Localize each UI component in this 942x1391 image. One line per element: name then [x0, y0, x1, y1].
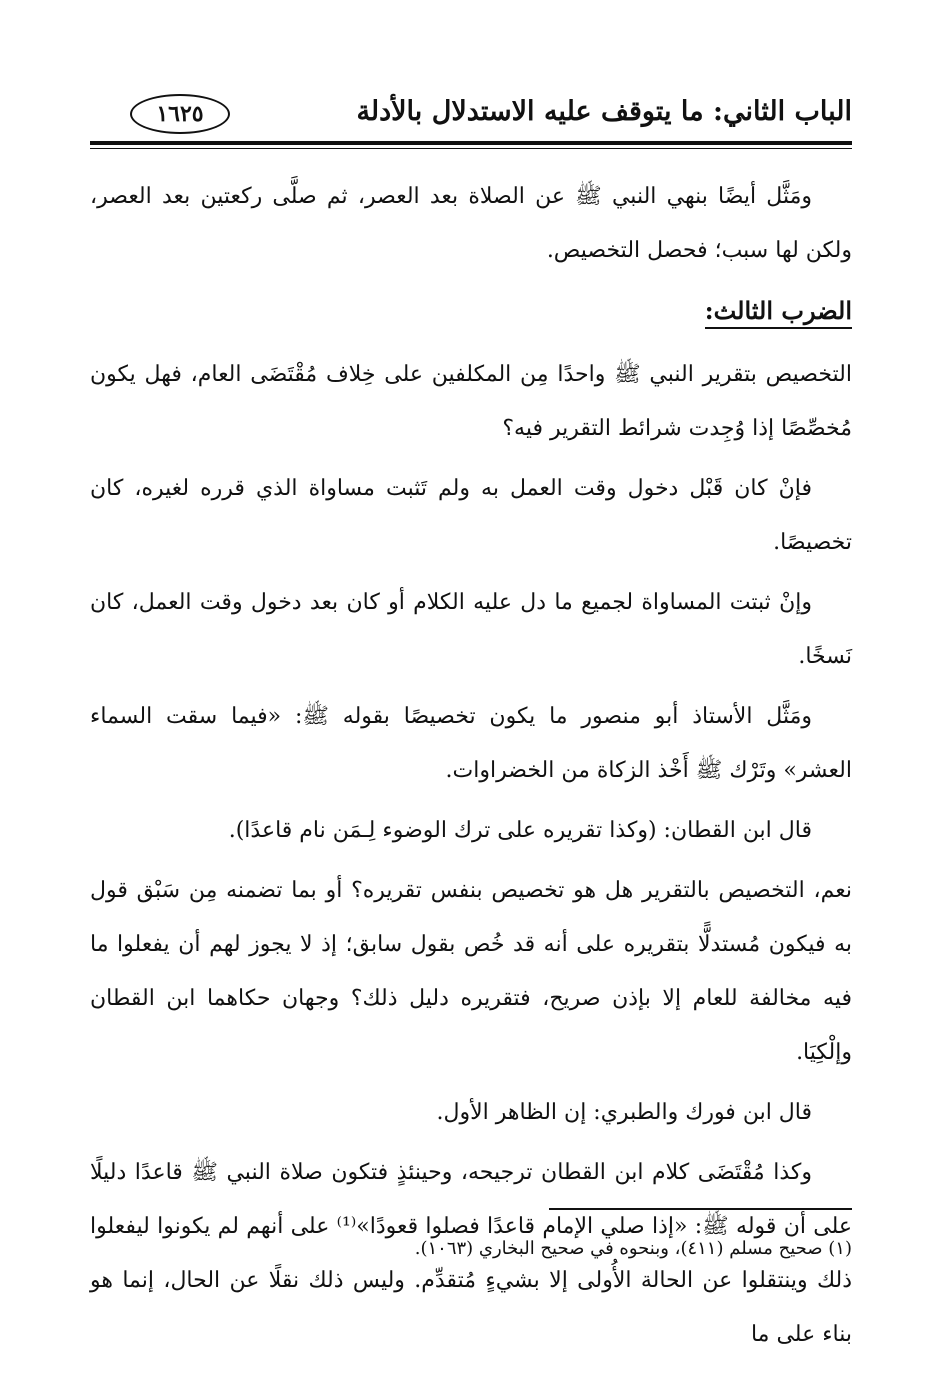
running-title: الباب الثاني: ما يتوقف عليه الاستدلال بالأدلة	[356, 96, 852, 127]
header-rule-thin	[90, 148, 852, 149]
page-number: ١٦٢٥	[130, 94, 230, 134]
main-text	[90, 170, 852, 1368]
footnote-separator	[549, 1208, 852, 1210]
paragraph-8: قال ابن فورك والطبري: إن الظاهر الأول.	[436, 1100, 812, 1125]
paragraph-5: ومَثَّل الأستاذ أبو منصور ما يكون تخصيصًا بقوله ﷺ: «فيما سقت السماء العشر» وتَرْك ﷺ أَخْذ الزكاة من الخضراوات.	[90, 704, 852, 783]
section-heading-text: الضرب الثالث:	[705, 296, 852, 329]
paragraph-4: وإنْ ثبتت المساواة لجميع ما دل عليه الكلام أو كان بعد دخول وقت العمل، كان نَسخًا.	[90, 590, 852, 669]
paragraph-3: فإنْ كان قَبْل دخول وقت العمل به ولم تَثبت مساواة الذي قرره لغيره، كان تخصيصًا.	[90, 476, 852, 555]
header-rule-thick	[90, 141, 852, 145]
paragraph-2: التخصيص بتقرير النبي ﷺ واحدًا مِن المكلفين على خِلاف مُقْتَضَى العام، فهل يكون مُخصِّصًا إذا وُجِدت شرائط التقرير فيه؟	[90, 362, 852, 441]
page-header	[90, 92, 852, 140]
footnote: (١) صحيح مسلم (٤١١)، وبنحوه في صحيح البخاري (١٠٦٣).	[414, 1238, 852, 1259]
paragraph-1: ومَثَّل أيضًا بنهي النبي ﷺ عن الصلاة بعد العصر، ثم صلَّى ركعتين بعد العصر، ولكن لها سبب؛ فحصل التخصيص.	[90, 184, 852, 263]
paragraph-6: قال ابن القطان: (وكذا تقريره على ترك الوضوء لِـمَن نام قاعدًا).	[228, 818, 812, 843]
section-heading	[90, 284, 852, 338]
paragraph-7: نعم، التخصيص بالتقرير هل هو تخصيص بنفس تقريره؟ أو بما تضمنه مِن سَبْق قول به فيكون مُستدلًّا بتقريره على أنه قد خُص بقول سابق؛ إذ لا يجوز لهم أن يفعلوا ما فيه مخالفة للعام إلا بإذن صريح، فتقريره دليل ذلك؟ وجهان حكاهما ابن القطان وإلْكِيَا.	[90, 878, 852, 1065]
paragraph-9: وكذا مُقْتَضَى كلام ابن القطان ترجيحه، وحينئذٍ فتكون صلاة النبي ﷺ قاعدًا دليلًا على أن قوله ﷺ: «إذا صلي الإمام قاعدًا فصلوا قعودًا»⁽¹⁾ على أنهم لم يكونوا ليفعلوا ذلك وينتقلوا عن الحالة الأُولى إلا بشيءٍ مُتقدِّم. وليس ذلك نقلًا عن الحال، إنما هو بناء على ما	[90, 1160, 852, 1347]
